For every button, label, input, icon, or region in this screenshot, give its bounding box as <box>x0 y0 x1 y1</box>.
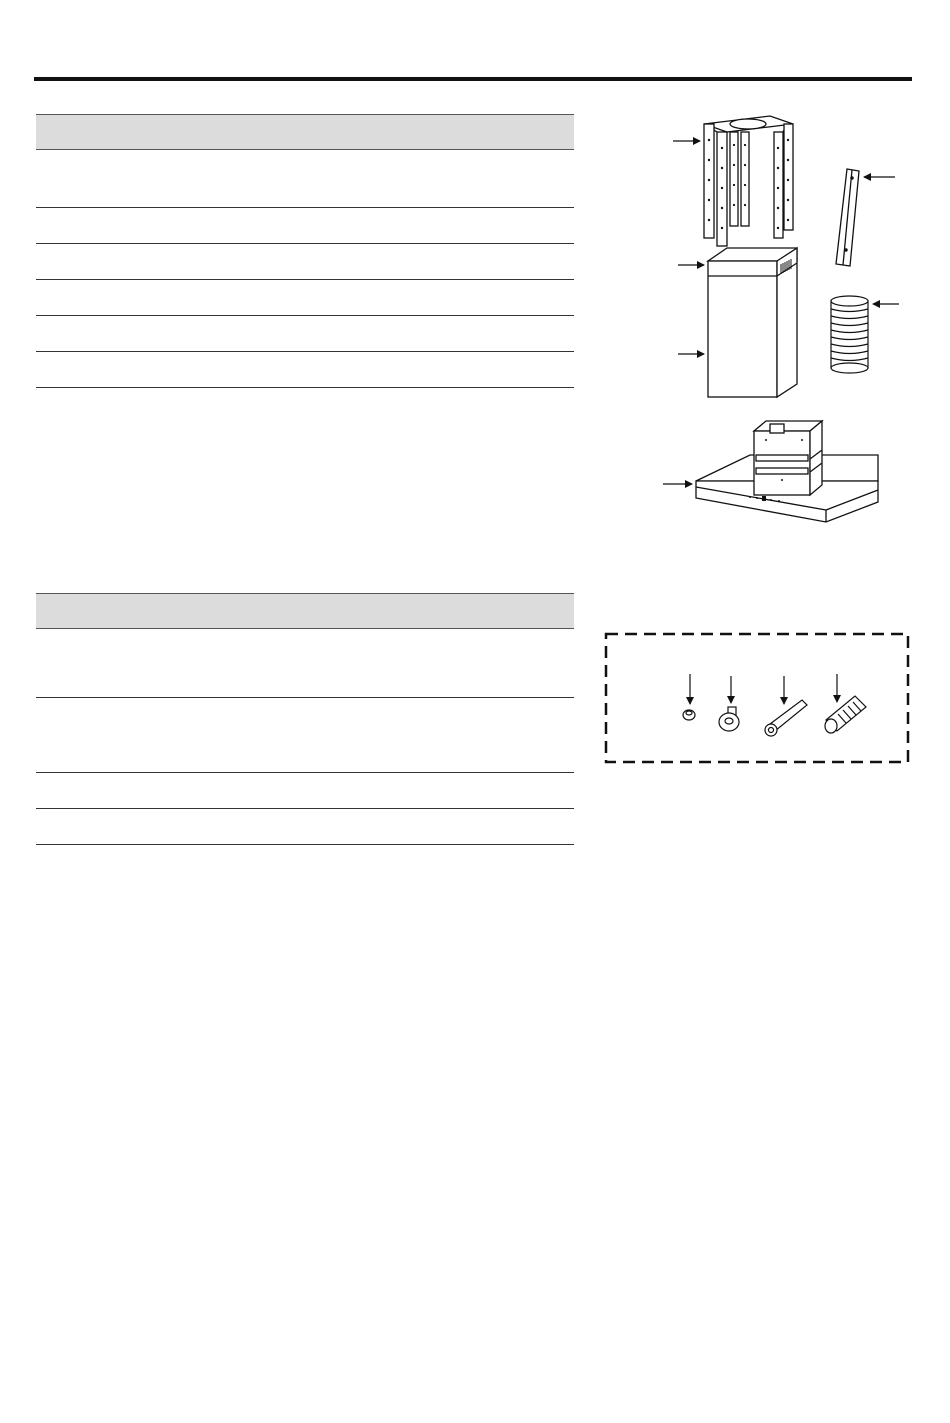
wall-anchor <box>825 696 866 733</box>
large-screw <box>719 707 739 731</box>
long-screw <box>765 700 807 736</box>
hood-body <box>696 421 878 522</box>
hardware-kit-box <box>606 634 908 762</box>
chimney-cover <box>708 248 797 397</box>
bracket-support-strip <box>836 169 859 266</box>
upper-chimney-bracket <box>704 116 793 246</box>
small-screw <box>683 710 695 720</box>
flexible-duct <box>831 296 868 373</box>
